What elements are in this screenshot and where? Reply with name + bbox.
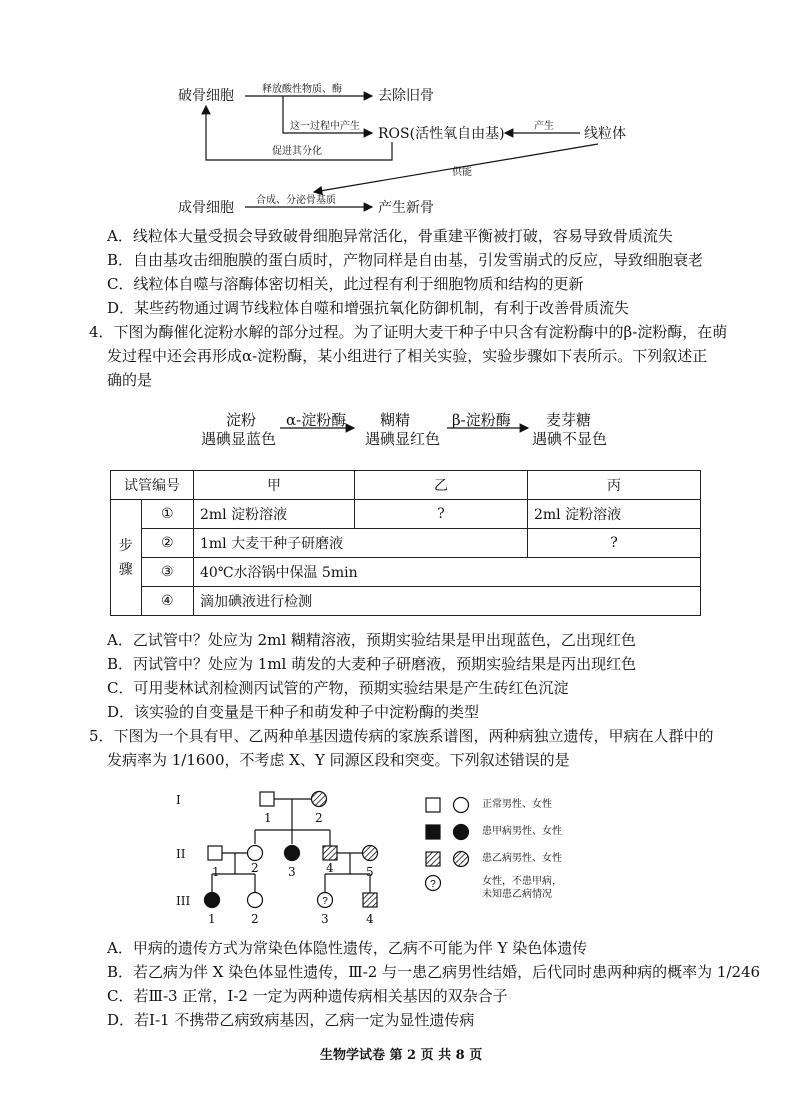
- legend-unknown-1: 女性，不患甲病，: [482, 876, 562, 887]
- q3-option-d: D．某些药物通过调节线粒体自噬和增强抗氧化防御机制，有利于改善骨质流失: [107, 299, 630, 317]
- pathway-starch-sub: 遇碘显蓝色: [201, 430, 277, 448]
- ped-num: 2: [315, 811, 323, 825]
- pathway-enzyme1: α-淀粉酶: [286, 411, 347, 429]
- q5-option-b: B．若乙病为伴 X 染色体显性遗传，Ⅲ-2 与一患乙病男性结婚，后代同时患两种病的概率为 1/246: [107, 963, 761, 981]
- III-4-disease-b-male: [363, 893, 377, 907]
- release-label: 释放酸性物质、酶: [262, 84, 342, 95]
- step-number: ③: [141, 558, 194, 587]
- II-5-disease-b-female: [363, 846, 378, 861]
- ped-num: 2: [251, 861, 259, 875]
- cell-r1a: 2ml 淀粉溶液: [194, 500, 355, 529]
- q4-option-a: A．乙试管中？处应为 2ml 糊精溶液，预期实验结果是甲出现蓝色，乙出现红色: [107, 631, 636, 649]
- step-label: 步骤: [111, 500, 142, 616]
- ped-num: 1: [208, 912, 216, 926]
- I-1-normal-male: [260, 792, 274, 806]
- step-number: ②: [141, 529, 194, 558]
- new-bone-label: 产生新骨: [378, 200, 434, 216]
- header-tube-b: 乙: [355, 471, 528, 500]
- q3-option-a: A．线粒体大量受损会导致破骨细胞异常活化，骨重建平衡被打破，容易导致骨质流失: [107, 227, 673, 245]
- q5-stem-line: 发病率为 1/1600，不考虑 X、Y 同源区段和突变。下列叙述错误的是: [107, 751, 570, 769]
- pathway-starch: 淀粉: [226, 411, 257, 429]
- ped-num: 4: [326, 861, 334, 875]
- q3-option-c: C．线粒体自噬与溶酶体密切相关，此过程有利于细胞物质和结构的更新: [107, 275, 584, 293]
- III-2-normal-female: [248, 893, 263, 908]
- ped-num: 3: [321, 912, 329, 926]
- cell-r2ab: 1ml 大麦干种子研磨液: [194, 529, 528, 558]
- synth-label: 合成、分泌骨基质: [256, 195, 336, 206]
- III-1-disease-a-female: [205, 893, 220, 908]
- page-footer: 生物学试卷 第 2 页 共 8 页: [320, 1048, 483, 1063]
- osteoblast-label: 成骨细胞: [178, 200, 234, 216]
- ped-num: 1: [264, 811, 272, 825]
- ros-label: ROS(活性氧自由基): [378, 126, 505, 142]
- legend-disease-b: 患乙病男性、女性: [482, 853, 562, 864]
- pathway-enzyme2: β-淀粉酶: [452, 411, 511, 429]
- legend-normal: 正常男性、女性: [482, 799, 552, 810]
- pathway-dextrin: 糊精: [380, 411, 411, 429]
- pathway-maltose: 麦芽糖: [546, 411, 592, 429]
- legend-unknown-2: 未知患乙病情况: [482, 889, 552, 900]
- cell-r1b: ?: [355, 500, 528, 529]
- step-number: ①: [141, 500, 194, 529]
- cell-r1c: 2ml 淀粉溶液: [528, 500, 701, 529]
- II-1-normal-male: [208, 846, 222, 860]
- ped-num: 2: [251, 912, 259, 926]
- II-3-disease-a-female: [285, 846, 300, 861]
- header-tube-no: 试管编号: [111, 471, 194, 500]
- mitochondria-label: 线粒体: [584, 126, 626, 142]
- cell-r2c: ?: [528, 529, 701, 558]
- produce-label: 产生: [534, 121, 554, 132]
- ped-num: 5: [366, 865, 374, 879]
- remove-bone-label: 去除旧骨: [378, 88, 434, 104]
- cell-r4: 滴加碘液进行检测: [194, 587, 701, 616]
- q4-stem-line: 4．下图为酶催化淀粉水解的部分过程。为了证明大麦干种子中只含有淀粉酶中的β-淀粉酶，在萌: [89, 323, 728, 341]
- q5-option-a: A．甲病的遗传方式为常染色体隐性遗传，乙病不可能为伴 Y 染色体遗传: [107, 939, 588, 957]
- pathway-maltose-sub: 遇碘不显色: [532, 430, 608, 448]
- pathway-dextrin-sub: 遇碘显红色: [365, 430, 441, 448]
- energy-label: 供能: [452, 167, 472, 178]
- promote-label: 促进其分化: [272, 146, 322, 157]
- osteoclast-label: 破骨细胞: [178, 88, 234, 104]
- q4-stem-line: 确的是: [107, 371, 153, 389]
- q5-stem-line: 5．下图为一个具有甲、乙两种单基因遗传病的家族系谱图，两种病独立遗传，甲病在人群中的: [89, 727, 714, 745]
- gen-label: I: [176, 793, 181, 807]
- ped-num: 3: [288, 865, 296, 879]
- I-2-disease-b-female: [312, 792, 327, 807]
- header-tube-a: 甲: [194, 471, 355, 500]
- question-mark-icon: ?: [430, 879, 436, 890]
- ped-num: 4: [366, 912, 374, 926]
- q4-stem-line: 发过程中还会再形成α-淀粉酶，某小组进行了相关实验，实验步骤如下表所示。下列叙述正: [107, 347, 708, 365]
- process-label: 这一过程中产生: [290, 121, 360, 132]
- gen-label: II: [176, 847, 186, 861]
- header-tube-c: 丙: [528, 471, 701, 500]
- step-number: ④: [141, 587, 194, 616]
- ped-num: 1: [212, 865, 220, 879]
- cell-r3: 40℃水浴锅中保温 5min: [194, 558, 701, 587]
- q4-option-d: D．该实验的自变量是干种子和萌发种子中淀粉酶的类型: [107, 703, 480, 721]
- q4-option-b: B．丙试管中？处应为 1ml 萌发的大麦种子研磨液，预期实验结果是丙出现红色: [107, 655, 637, 673]
- question-mark-icon: ?: [322, 896, 328, 907]
- q4-option-c: C．可用斐林试剂检测丙试管的产物，预期实验结果是产生砖红色沉淀: [107, 679, 569, 697]
- q5-option-c: C．若Ⅲ-3 正常，Ⅰ-2 一定为两种遗传病相关基因的双杂合子: [107, 987, 508, 1005]
- q5-option-d: D．若Ⅰ-1 不携带乙病致病基因，乙病一定为显性遗传病: [107, 1011, 475, 1029]
- legend-disease-a: 患甲病男性、女性: [482, 826, 562, 837]
- q3-option-b: B．自由基攻击细胞膜的蛋白质时，产物同样是自由基，引发雪崩式的反应，导致细胞衰老: [107, 251, 704, 269]
- gen-label: III: [176, 894, 191, 908]
